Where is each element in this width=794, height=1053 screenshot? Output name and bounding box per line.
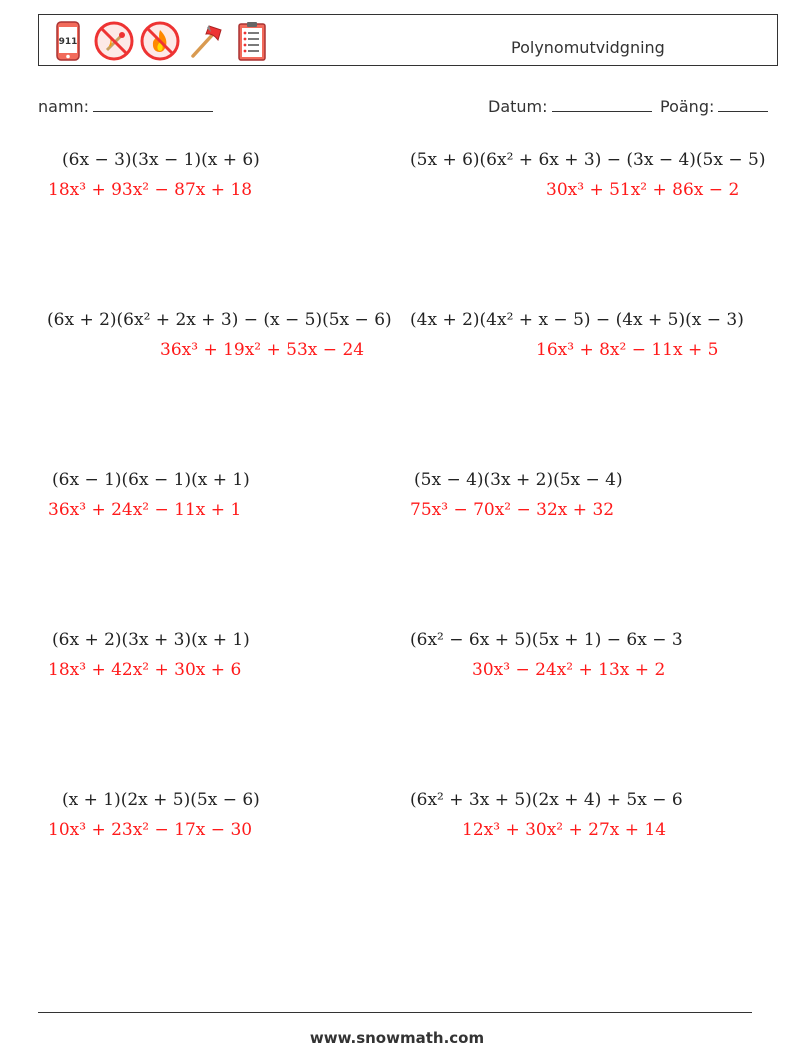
problem-question: (6x + 2)(6x² + 2x + 3) − (x − 5)(5x − 6) (47, 310, 392, 330)
problem-3-answer-wrap (160, 340, 364, 360)
header-icons (47, 20, 273, 62)
footer-divider (38, 1012, 752, 1013)
problem-question: (6x − 1)(6x − 1)(x + 1) (52, 470, 250, 490)
problem-6-answer-wrap (410, 500, 614, 520)
score-field[interactable] (660, 95, 768, 116)
checklist-icon (231, 20, 273, 62)
date-line[interactable] (552, 95, 652, 112)
problem-2 (410, 150, 765, 170)
name-label: namn: (38, 97, 90, 116)
problem-5-answer-wrap (48, 500, 241, 520)
phone-911-label: 911 (58, 37, 78, 47)
problem-question: (6x + 2)(3x + 3)(x + 1) (52, 630, 250, 650)
problem-answer: 10x³ + 23x² − 17x − 30 (48, 820, 253, 840)
problem-question: (4x + 2)(4x² + x − 5) − (4x + 5)(x − 3) (410, 310, 744, 330)
problem-question: (5x + 6)(6x² + 6x + 3) − (3x − 4)(5x − 5) (410, 150, 766, 170)
problem-8 (410, 630, 683, 650)
score-line[interactable] (718, 95, 768, 112)
problem-4-answer-wrap (536, 340, 718, 360)
problem-5 (52, 470, 250, 490)
problem-answer: 75x³ − 70x² − 32x + 32 (410, 500, 615, 520)
score-label: Poäng: (660, 97, 715, 116)
name-line[interactable] (93, 95, 213, 112)
problem-9 (62, 790, 260, 810)
problem-question: (x + 1)(2x + 5)(5x − 6) (62, 790, 260, 810)
problem-answer: 18x³ + 42x² + 30x + 6 (48, 660, 242, 680)
name-field[interactable] (38, 95, 213, 116)
problem-1 (62, 150, 260, 170)
problem-question: (6x² + 3x + 5)(2x + 4) + 5x − 6 (410, 790, 683, 810)
no-fire-icon (139, 20, 181, 62)
problem-answer: 30x³ − 24x² + 13x + 2 (472, 660, 666, 680)
date-label: Datum: (488, 97, 548, 116)
worksheet-header (38, 14, 778, 66)
problem-7-answer-wrap (48, 660, 241, 680)
problem-answer: 12x³ + 30x² + 27x + 14 (462, 820, 667, 840)
problem-answer: 18x³ + 93x² − 87x + 18 (48, 180, 253, 200)
problem-2-answer-wrap (546, 180, 739, 200)
problem-answer: 30x³ + 51x² + 86x − 2 (546, 180, 740, 200)
problem-3 (47, 310, 392, 330)
problem-9-answer-wrap (48, 820, 252, 840)
footer-url[interactable]: www.snowmath.com (309, 1029, 485, 1047)
problem-7 (52, 630, 250, 650)
problem-answer: 16x³ + 8x² − 11x + 5 (536, 340, 719, 360)
problem-question: (5x − 4)(3x + 2)(5x − 4) (414, 470, 623, 490)
problem-answer: 36x³ + 19x² + 53x − 24 (160, 340, 365, 360)
problem-question: (6x − 3)(3x − 1)(x + 6) (62, 150, 260, 170)
problem-8-answer-wrap (472, 660, 665, 680)
problem-1-answer-wrap (48, 180, 252, 200)
fire-axe-icon (185, 20, 227, 62)
problem-question: (6x² − 6x + 5)(5x + 1) − 6x − 3 (410, 630, 683, 650)
problem-4 (410, 310, 744, 330)
worksheet-title: Polynomutvidgning (511, 38, 665, 57)
date-field[interactable] (488, 95, 652, 116)
problem-10-answer-wrap (462, 820, 666, 840)
phone-911-icon (47, 20, 89, 62)
problem-answer: 36x³ + 24x² − 11x + 1 (48, 500, 242, 520)
problem-10 (410, 790, 683, 810)
problem-6 (414, 470, 623, 490)
no-matches-icon (93, 20, 135, 62)
